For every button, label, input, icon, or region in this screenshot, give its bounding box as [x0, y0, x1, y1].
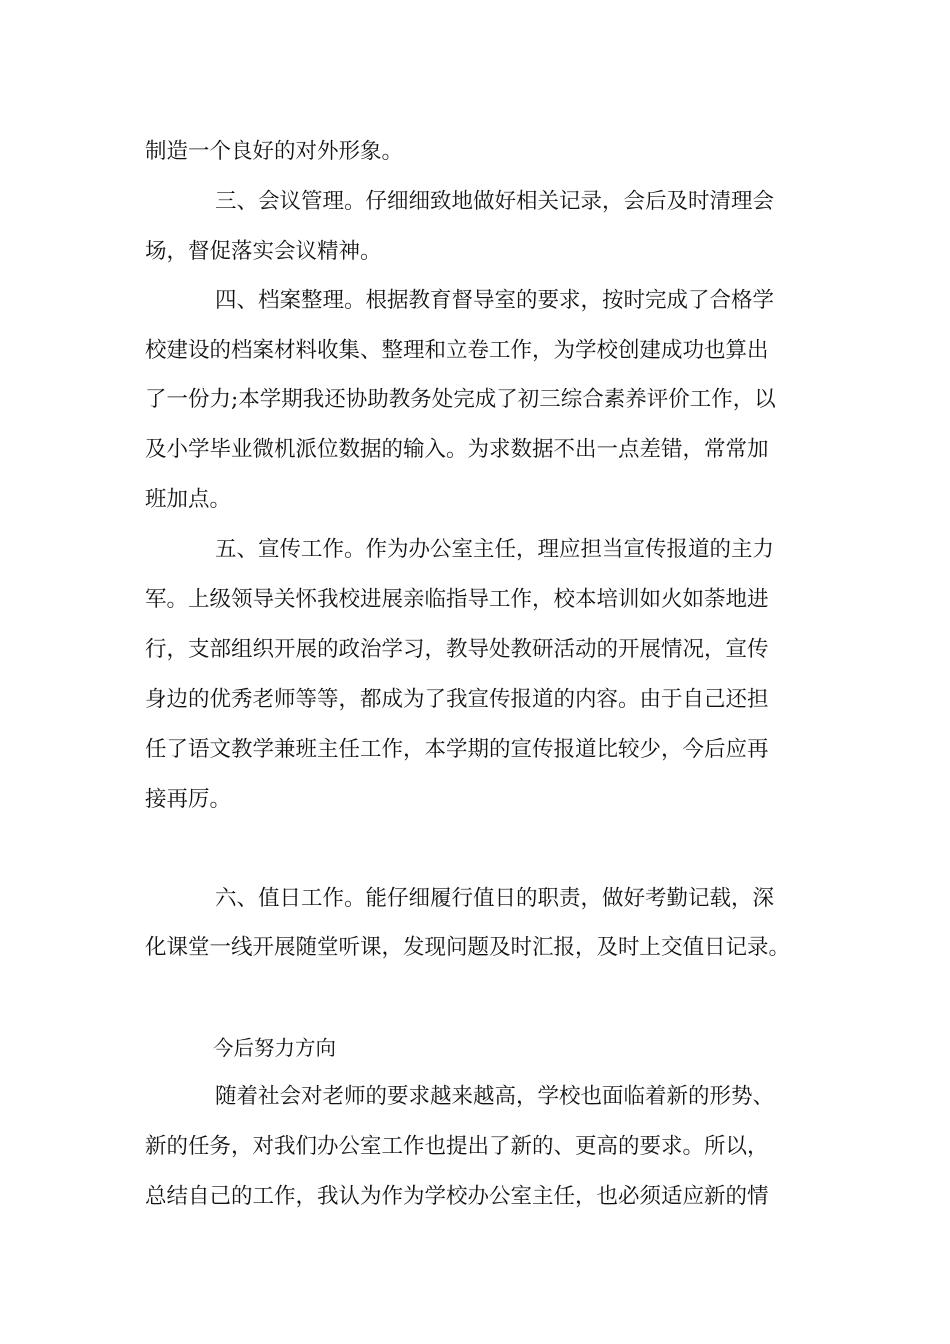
- text-line: 军。上级领导关怀我校进展亲临指导工作，校本培训如火如荼地进: [145, 587, 769, 612]
- paragraph-meeting-management: 三、会议管理。仔细细致地做好相关记录，会后及时清理会: [215, 189, 775, 214]
- text-line: 任了语文教学兼班主任工作，本学期的宣传报道比较少，今后应再: [145, 737, 769, 762]
- text-line: 总结自己的工作，我认为作为学校办公室主任，也必须适应新的情: [145, 1184, 769, 1209]
- text-line: 班加点。: [145, 487, 232, 512]
- text-line: 了一份力;本学期我还协助教务处完成了初三综合素养评价工作，以: [145, 387, 776, 412]
- text-line: 制造一个良好的对外形象。: [145, 139, 404, 164]
- paragraph-future-direction: 随着社会对老师的要求越来越高，学校也面临着新的形势、: [215, 1084, 775, 1109]
- section-heading: 今后努力方向: [213, 1036, 336, 1060]
- paragraph-publicity-work: 五、宣传工作。作为办公室主任，理应担当宣传报道的主力: [215, 537, 775, 562]
- text-line: 新的任务，对我们办公室工作也提出了新的、更高的要求。所以，: [145, 1134, 769, 1159]
- text-line: 校建设的档案材料收集、整理和立卷工作，为学校创建成功也算出: [145, 338, 769, 363]
- text-line: 接再厉。: [145, 787, 232, 812]
- text-line: 行，支部组织开展的政治学习，教导处教研活动的开展情况，宣传: [145, 637, 769, 662]
- paragraph-archive-management: 四、档案整理。根据教育督导室的要求，按时完成了合格学: [215, 288, 775, 313]
- text-line: 化课堂一线开展随堂听课，发现问题及时汇报，及时上交值日记录。: [145, 935, 791, 960]
- paragraph-duty-work: 六、值日工作。能仔细履行值日的职责，做好考勤记载，深: [215, 886, 775, 911]
- text-line: 场，督促落实会议精神。: [145, 239, 382, 264]
- text-line: 身边的优秀老师等等，都成为了我宣传报道的内容。由于自己还担: [145, 687, 769, 712]
- text-line: 及小学毕业微机派位数据的输入。为求数据不出一点差错，常常加: [145, 437, 769, 462]
